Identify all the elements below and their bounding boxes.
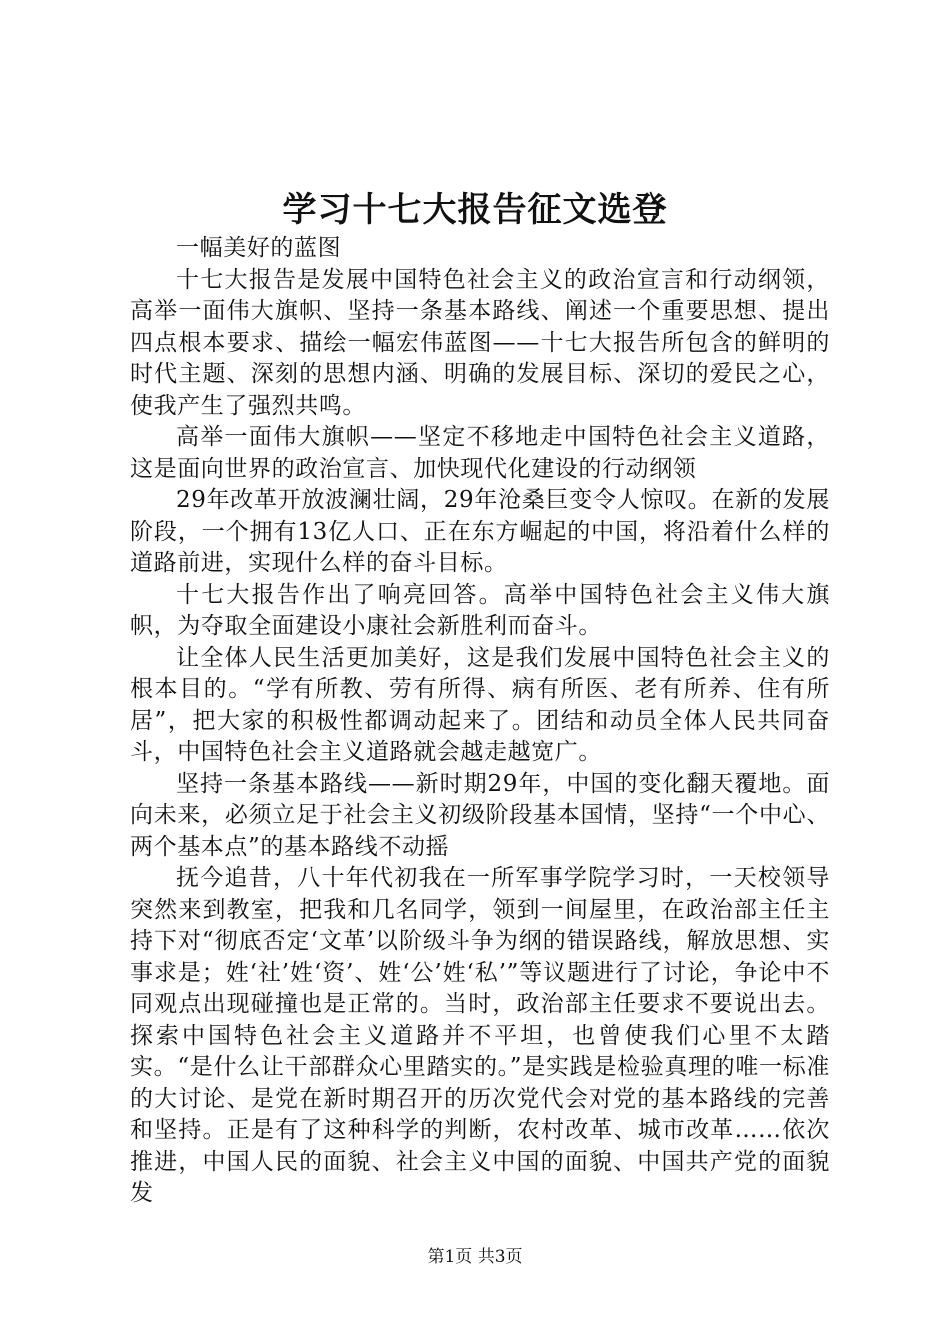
page-indicator: 第1页 共3页	[427, 1247, 523, 1267]
document-title: 学习十七大报告征文选登	[282, 190, 668, 230]
paragraph: 十七大报告是发展中国特色社会主义的政治宣言和行动纲领，高举一面伟大旗帜、坚持一条基本路线、阐述一个重要思想、提出四点根本要求、描绘一幅宏伟蓝图——十七大报告所包含的鲜明的时代主题、深刻的思想内涵、明确的发展目标、深切的爱民之心，使我产生了强烈共鸣。	[130, 266, 830, 419]
paragraph-heading: 一幅美好的蓝图	[176, 235, 342, 261]
paragraph: 29年改革开放波澜壮阔，29年沧桑巨变令人惊叹。在新的发展阶段，一个拥有13亿人口、正在东方崛起的中国，将沿着什么样的道路前进，实现什么样的奋斗目标。	[130, 487, 830, 576]
paragraph: 抚今追昔，八十年代初我在一所军事学院学习时，一天校领导突然来到教室，把我和几名同学，领到一间屋里，在政治部主任主持下对“彻底否定‘文革’以阶级斗争为纲的错误路线，解放思想、实事求是；姓‘社’姓‘资’、姓‘公’姓‘私’”等议题进行了讨论，争论中不同观点出现碰撞也是正常的。当时，政治部主任要求不要说出去。探索中国特色社会主义道路并不平坦，也曾使我们心里不太踏实。“是什么让干部群众心里踏实的。”是实践是检验真理的唯一标准的大讨论、是党在新时期召开的历次党代会对党的基本路线的完善和坚持。正是有了这种科学的判断，农村改革、城市改革……依次推进，中国人民的面貌、社会主义中国的面貌、中国共产党的面貌发	[130, 865, 830, 1206]
paragraph: 十七大报告作出了响亮回答。高举中国特色社会主义伟大旗帜，为夺取全面建设小康社会新胜利而奋斗。	[130, 581, 830, 639]
document-body	[130, 233, 830, 1210]
paragraph: 高举一面伟大旗帜——坚定不移地走中国特色社会主义道路，这是面向世界的政治宣言、加快现代化建设的行动纲领	[130, 424, 830, 482]
paragraph: 坚持一条基本路线——新时期29年，中国的变化翻天覆地。面向未来，必须立足于社会主义初级阶段基本国情，坚持“一个中心、两个基本点”的基本路线不动摇	[130, 770, 830, 860]
paragraph: 让全体人民生活更加美好，这是我们发展中国特色社会主义的根本目的。“学有所教、劳有所得、病有所医、老有所养、住有所居”，把大家的积极性都调动起来了。团结和动员全体人民共同奋斗，中国特色社会主义道路就会越走越宽广。	[130, 644, 830, 765]
